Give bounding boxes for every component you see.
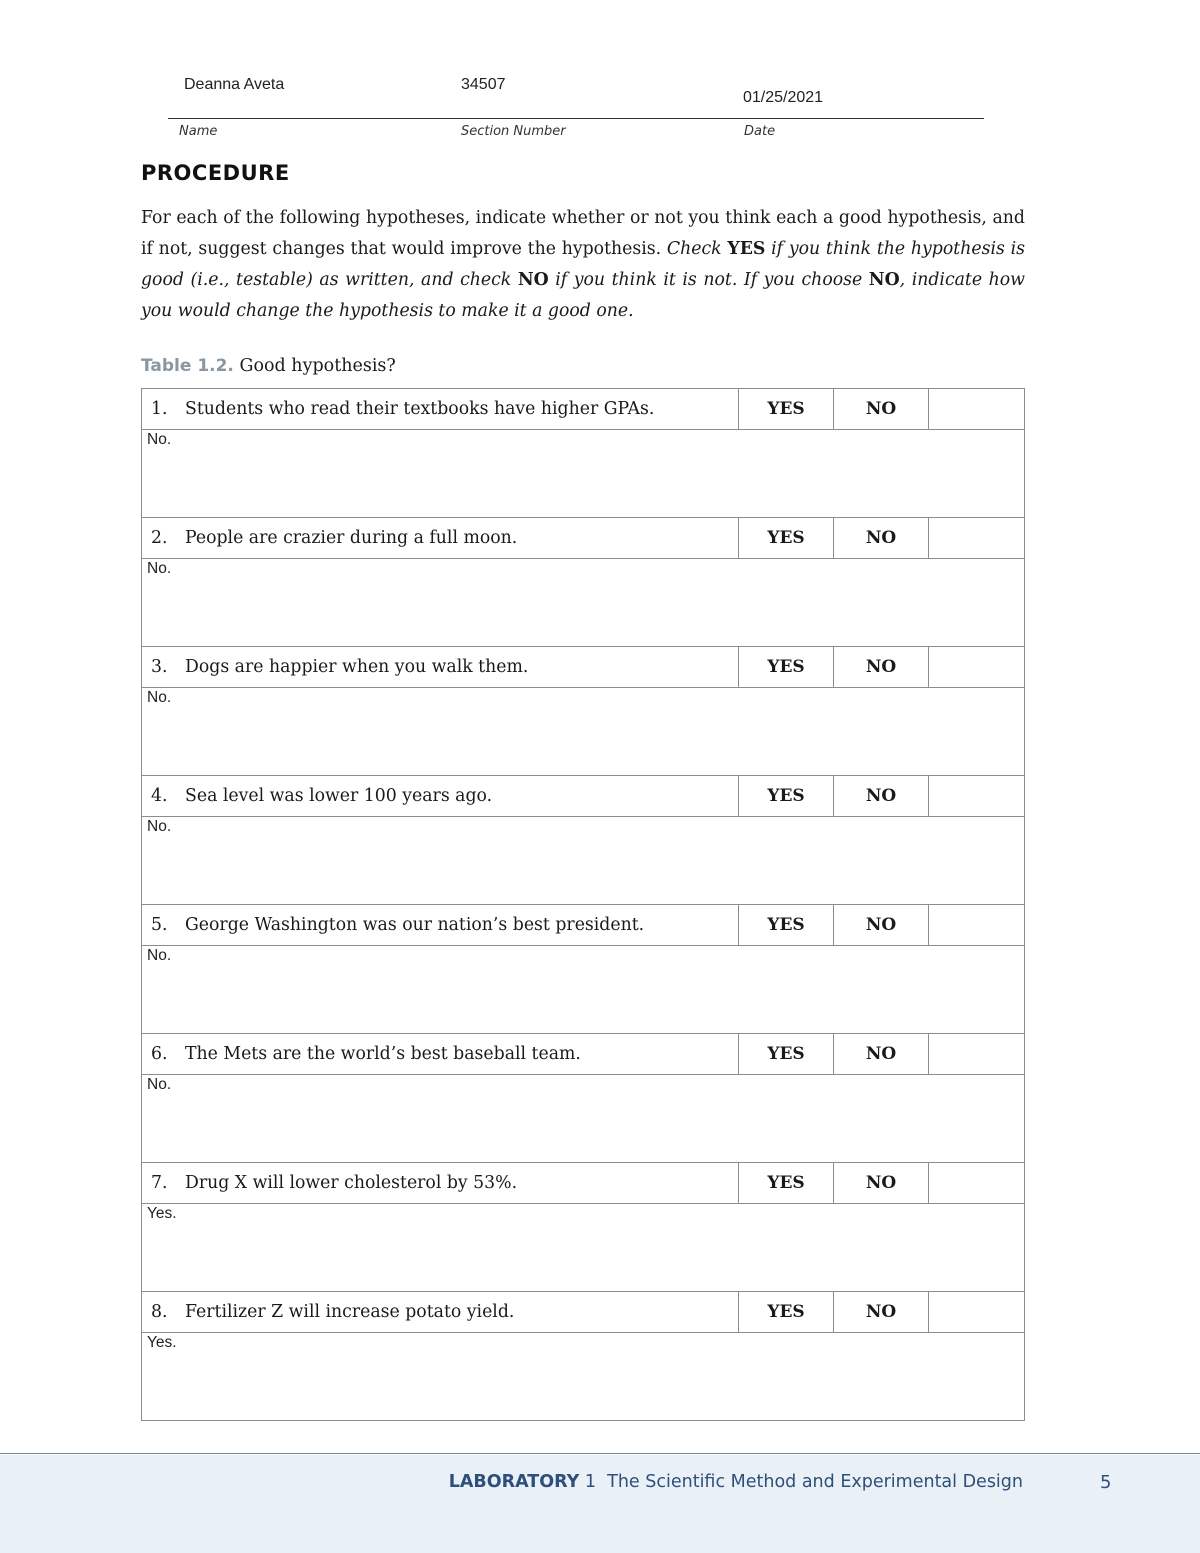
hypothesis-cell bbox=[142, 776, 739, 817]
instructions-yes: YES bbox=[727, 239, 766, 259]
footer-band bbox=[0, 1455, 1200, 1553]
hypothesis-row bbox=[142, 518, 1025, 559]
answer-row bbox=[142, 430, 1025, 518]
yes-option[interactable]: YES bbox=[739, 518, 834, 559]
header-rule bbox=[168, 118, 984, 119]
answer-text: No. bbox=[147, 689, 172, 706]
yes-option[interactable]: YES bbox=[739, 776, 834, 817]
hypothesis-text: Dogs are happier when you walk them. bbox=[185, 657, 529, 677]
instructions-no-2: NO bbox=[868, 270, 900, 290]
hypothesis-number: 8. bbox=[151, 1302, 168, 1322]
empty-cell bbox=[929, 905, 1025, 946]
answer-row bbox=[142, 1333, 1025, 1421]
table-caption bbox=[141, 356, 396, 376]
hypothesis-cell bbox=[142, 1292, 739, 1333]
hypothesis-text: George Washington was our nation’s best president. bbox=[185, 915, 645, 935]
answer-row bbox=[142, 688, 1025, 776]
procedure-instructions bbox=[141, 203, 1025, 327]
instructions-no: NO bbox=[517, 270, 549, 290]
footer-rule bbox=[0, 1453, 1200, 1454]
hypothesis-number: 5. bbox=[151, 915, 168, 935]
answer-cell[interactable] bbox=[142, 817, 1025, 905]
no-option[interactable]: NO bbox=[834, 389, 929, 430]
name-value: Deanna Aveta bbox=[184, 76, 285, 93]
hypothesis-table bbox=[141, 388, 1025, 1421]
hypothesis-number: 4. bbox=[151, 786, 168, 806]
instructions-mid1: if you think the hypothesis is good (i.e., testable) as written, and check bbox=[141, 239, 1025, 290]
hypothesis-number: 3. bbox=[151, 657, 168, 677]
no-option[interactable]: NO bbox=[834, 776, 929, 817]
date-label: Date bbox=[744, 124, 776, 139]
answer-text: Yes. bbox=[147, 1205, 177, 1222]
hypothesis-cell bbox=[142, 1034, 739, 1075]
hypothesis-number: 2. bbox=[151, 528, 168, 548]
table-caption-text: Good hypothesis? bbox=[239, 356, 396, 376]
hypothesis-row bbox=[142, 1034, 1025, 1075]
hypothesis-cell bbox=[142, 389, 739, 430]
yes-option[interactable]: YES bbox=[739, 647, 834, 688]
empty-cell bbox=[929, 776, 1025, 817]
answer-text: No. bbox=[147, 560, 172, 577]
hypothesis-row bbox=[142, 1163, 1025, 1204]
section-number-value: 34507 bbox=[461, 76, 506, 93]
empty-cell bbox=[929, 647, 1025, 688]
empty-cell bbox=[929, 518, 1025, 559]
footer-lab-title: The Scientific Method and Experimental Design bbox=[607, 1472, 1023, 1492]
footer-lab-number: 1 bbox=[584, 1472, 596, 1492]
section-number-label: Section Number bbox=[461, 124, 566, 139]
hypothesis-text: Drug X will lower cholesterol by 53%. bbox=[185, 1173, 518, 1193]
answer-text: No. bbox=[147, 431, 172, 448]
hypothesis-cell bbox=[142, 1163, 739, 1204]
answer-row bbox=[142, 1204, 1025, 1292]
empty-cell bbox=[929, 389, 1025, 430]
hypothesis-text: The Mets are the world’s best baseball team. bbox=[185, 1044, 581, 1064]
answer-text: No. bbox=[147, 1076, 172, 1093]
hypothesis-number: 6. bbox=[151, 1044, 168, 1064]
instructions-mid2: if you think it is not. If you choose bbox=[548, 270, 869, 290]
hypothesis-row bbox=[142, 1292, 1025, 1333]
yes-option[interactable]: YES bbox=[739, 1292, 834, 1333]
yes-option[interactable]: YES bbox=[739, 1034, 834, 1075]
no-option[interactable]: NO bbox=[834, 1163, 929, 1204]
no-option[interactable]: NO bbox=[834, 1034, 929, 1075]
procedure-title: PROCEDURE bbox=[141, 161, 290, 185]
hypothesis-row bbox=[142, 905, 1025, 946]
instructions-plain: For each of the following hypotheses, indicate whether or not you think each a good hypothesis, and if not, suggest changes that would improve the hypothesis. bbox=[141, 208, 1025, 259]
answer-cell[interactable] bbox=[142, 559, 1025, 647]
date-value: 01/25/2021 bbox=[743, 89, 824, 106]
yes-option[interactable]: YES bbox=[739, 1163, 834, 1204]
hypothesis-cell bbox=[142, 647, 739, 688]
hypothesis-text: Sea level was lower 100 years ago. bbox=[185, 786, 493, 806]
answer-text: No. bbox=[147, 818, 172, 835]
footer-lab-label: LABORATORY bbox=[448, 1472, 580, 1492]
name-label: Name bbox=[179, 124, 218, 139]
empty-cell bbox=[929, 1034, 1025, 1075]
hypothesis-number: 1. bbox=[151, 399, 168, 419]
instructions-end: , indicate how you would change the hypothesis to make it a good one. bbox=[141, 270, 1025, 321]
hypothesis-cell bbox=[142, 905, 739, 946]
answer-row bbox=[142, 817, 1025, 905]
hypothesis-row bbox=[142, 647, 1025, 688]
yes-option[interactable]: YES bbox=[739, 905, 834, 946]
hypothesis-row bbox=[142, 776, 1025, 817]
answer-cell[interactable] bbox=[142, 1204, 1025, 1292]
answer-cell[interactable] bbox=[142, 1333, 1025, 1421]
answer-cell[interactable] bbox=[142, 1075, 1025, 1163]
hypothesis-number: 7. bbox=[151, 1173, 168, 1193]
hypothesis-text: People are crazier during a full moon. bbox=[185, 528, 518, 548]
instructions-check: Check bbox=[666, 239, 728, 259]
hypothesis-text: Fertilizer Z will increase potato yield. bbox=[185, 1302, 515, 1322]
answer-cell[interactable] bbox=[142, 946, 1025, 1034]
yes-option[interactable]: YES bbox=[739, 389, 834, 430]
answer-cell[interactable] bbox=[142, 430, 1025, 518]
no-option[interactable]: NO bbox=[834, 518, 929, 559]
empty-cell bbox=[929, 1163, 1025, 1204]
no-option[interactable]: NO bbox=[834, 647, 929, 688]
answer-row bbox=[142, 559, 1025, 647]
empty-cell bbox=[929, 1292, 1025, 1333]
no-option[interactable]: NO bbox=[834, 905, 929, 946]
page-number: 5 bbox=[1100, 1472, 1112, 1493]
hypothesis-cell bbox=[142, 518, 739, 559]
hypothesis-row bbox=[142, 389, 1025, 430]
footer-title bbox=[449, 1472, 1023, 1492]
answer-text: Yes. bbox=[147, 1334, 177, 1351]
answer-row bbox=[142, 1075, 1025, 1163]
table-caption-label: Table 1.2. bbox=[141, 356, 234, 376]
no-option[interactable]: NO bbox=[834, 1292, 929, 1333]
answer-row bbox=[142, 946, 1025, 1034]
answer-text: No. bbox=[147, 947, 172, 964]
hypothesis-text: Students who read their textbooks have higher GPAs. bbox=[185, 399, 655, 419]
answer-cell[interactable] bbox=[142, 688, 1025, 776]
